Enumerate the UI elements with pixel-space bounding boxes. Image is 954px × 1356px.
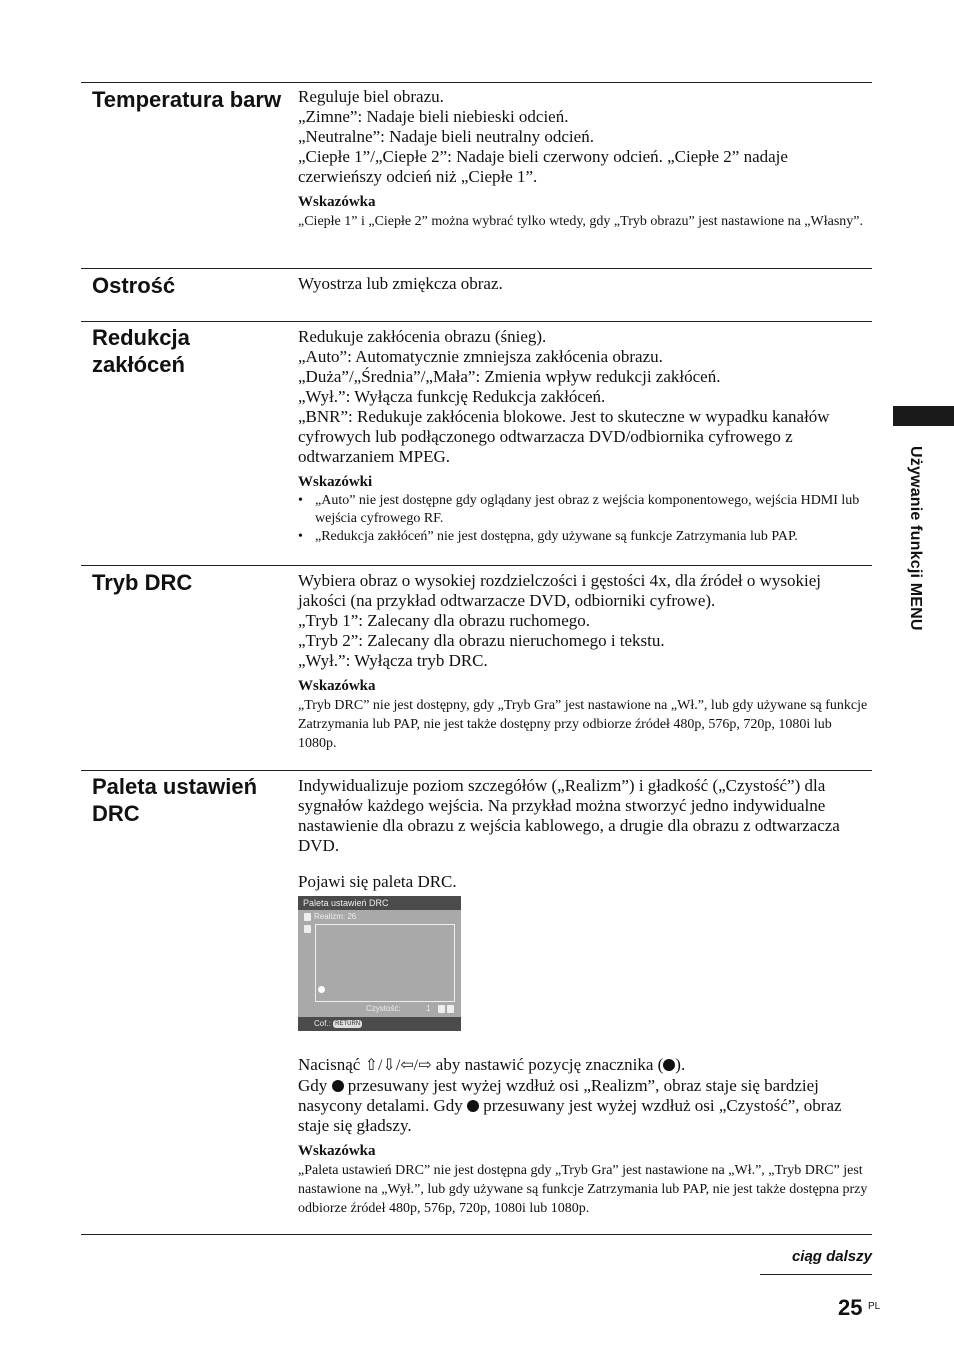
section-divider [81, 82, 872, 83]
body-paragraph [298, 1076, 872, 1136]
body-line: „Tryb 1”: Zalecany dla obrazu ruchomego. [298, 611, 591, 630]
body-line: Wybiera obraz o wysokiej rozdzielczości i gęstości 4x, dla źródeł o wysokiej jakości (na przykład odtwarzacze DVD, odbiorniki cyfrowe). [298, 571, 821, 610]
body-line: Reguluje biel obrazu. [298, 87, 444, 106]
body-line: Redukuje zakłócenia obrazu (śnieg). [298, 327, 547, 346]
section-divider [81, 321, 872, 322]
section-divider [81, 268, 872, 269]
side-tab-marker [893, 406, 954, 426]
marker-dot-icon [332, 1080, 344, 1092]
page-language: PL [868, 1301, 881, 1312]
bullet-text: „Redukcja zakłóceń” nie jest dostępna, gdy używane są funkcje Zatrzymania lub PAP. [315, 529, 798, 544]
side-tab-label: Używanie funkcji MENU [907, 446, 924, 631]
page-number: 25 [838, 1295, 863, 1320]
hint-bullet [298, 492, 872, 528]
palette-grid [315, 924, 455, 1002]
marker-dot-icon [467, 1100, 479, 1112]
continued-label: ciąg dalszy [791, 1248, 872, 1265]
section-divider [81, 770, 872, 771]
explain-text: przesuwany jest wyżej wzdłuż osi „Realizm”, obraz staje się bardziej nasycony detalami. Gdy [298, 1076, 819, 1115]
hint-title: Wskazówka [298, 1143, 376, 1159]
palette-right-icon [447, 1005, 454, 1013]
hint-title: Wskazówki [298, 474, 373, 490]
explain-text: Gdy [298, 1076, 328, 1095]
bullet-text: „Auto” nie jest dostępne gdy oglądany jest obraz z wejścia komponentowego, wejścia HDMI lub wejścia cyfrowego RF. [315, 493, 860, 526]
arrow-keys-icon: ⇧/⇩/⇦/⇨ [364, 1057, 432, 1074]
palette-left-icon [438, 1005, 445, 1013]
section-paleta-usage [298, 1055, 872, 1218]
hint-text: „Ciepłe 1” i „Ciepłe 2” można wybrać tylko wtedy, gdy „Tryb obrazu” jest nastawione na „Własny”. [298, 214, 864, 229]
body-line: Pojawi się paleta DRC. [298, 872, 457, 891]
body-line: „Neutralne”: Nadaje bieli neutralny odcień. [298, 127, 594, 146]
heading-paleta-ustawien-drc: Paleta ustawień DRC [92, 774, 258, 826]
bullet-dot: • [298, 493, 303, 508]
body-line: „Tryb 2”: Zalecany dla obrazu nieruchomego i tekstu. [298, 631, 665, 650]
body-line: „Wył.”: Wyłącza tryb DRC. [298, 651, 488, 670]
bullet-dot: • [298, 529, 303, 544]
palette-title: Paleta ustawień DRC [298, 896, 461, 910]
body-line: „Duża”/„Średnia”/„Mała”: Zmienia wpływ redukcji zakłóceń. [298, 367, 721, 386]
palette-footer [298, 1017, 461, 1031]
press-text: ). [675, 1055, 686, 1074]
section-temperatura-barw [298, 87, 872, 231]
palette-czystosc-label: Czystość: [366, 1004, 401, 1013]
explain-text: przesuwany jest wyżej wzdłuż osi „Czystość”, obraz staje się gładszy. [298, 1096, 842, 1135]
return-key-icon: RETURN [335, 1020, 361, 1027]
section-redukcja-zaklocen [298, 327, 872, 546]
section-divider [81, 565, 872, 566]
section-ostrosc [298, 274, 872, 294]
press-text: aby nastawić pozycję znacznika ( [435, 1055, 664, 1074]
drc-palette-image [298, 896, 461, 1031]
palette-czystosc-value: 1 [426, 1004, 431, 1013]
body-line: „Wył.”: Wyłącza funkcję Redukcja zakłóceń. [298, 387, 606, 406]
hint-bullet [298, 528, 872, 546]
body-paragraph: Indywidualizuje poziom szczegółów („Realizm”) i gładkość („Czystość”) dla sygnałów każdego wejścia. Na przykład można stworzyć jedno indywidualne nastawienie dla obrazu z wejścia kablowego, a drugie dla obrazu z odtwarzacza DVD. [298, 776, 840, 855]
palette-back-label: Cof.: [314, 1019, 331, 1028]
hint-text: „Paleta ustawień DRC” nie jest dostępna gdy „Tryb Gra” jest nastawione na „Wł.”, „Tryb DRC” jest nastawione na „Wył.”, lub gdy używane są funkcje Zatrzymania lub PAP, nie jest także dostępna przy odbiorze źródeł 480p, 576p, 720p, 1080i lub 1080p. [298, 1163, 868, 1216]
body-line: „BNR”: Redukuje zakłócenia blokowe. Jest to skuteczne w wypadku kanałów cyfrowych lub podłączonego odtwarzacza DVD/odbiornika cyfrowego z odtwarzaniem MPEG. [298, 407, 830, 466]
heading-tryb-drc: Tryb DRC [92, 570, 193, 595]
body-line: Wyostrza lub zmiękcza obraz. [298, 274, 503, 293]
hint-title: Wskazówka [298, 678, 376, 694]
body-line: „Ciepłe 1”/„Ciepłe 2”: Nadaje bieli czerwony odcień. „Ciepłe 2” nadaje czerwieńszy odcień niż „Ciepłe 1”. [298, 147, 788, 186]
body-line [298, 1055, 872, 1076]
continued-divider [760, 1274, 872, 1275]
palette-up-icon [304, 913, 311, 921]
palette-down-icon [304, 925, 311, 933]
body-line: „Zimne”: Nadaje bieli niebieski odcień. [298, 107, 569, 126]
section-tryb-drc [298, 571, 872, 753]
body-line: „Auto”: Automatycznie zmniejsza zakłócenia obrazu. [298, 347, 663, 366]
section-divider [81, 1234, 872, 1235]
heading-temperatura-barw: Temperatura barw [92, 87, 282, 112]
press-text: Nacisnąć [298, 1055, 361, 1074]
marker-dot-icon [663, 1059, 675, 1071]
hint-text: „Tryb DRC” nie jest dostępny, gdy „Tryb Gra” jest nastawione na „Wł.”, lub gdy używane są funkcje Zatrzymania lub PAP, nie jest także dostępny przy odbiorze źródeł 480p, 576p, 720p, 1080i lub 1080p. [298, 698, 868, 751]
heading-ostrosc: Ostrość [92, 273, 176, 298]
section-paleta-intro [298, 776, 872, 892]
palette-realizm-label: Realizm: 26 [314, 912, 357, 921]
hint-title: Wskazówka [298, 194, 376, 210]
heading-redukcja-zaklocen: Redukcja zakłóceń [92, 325, 190, 377]
